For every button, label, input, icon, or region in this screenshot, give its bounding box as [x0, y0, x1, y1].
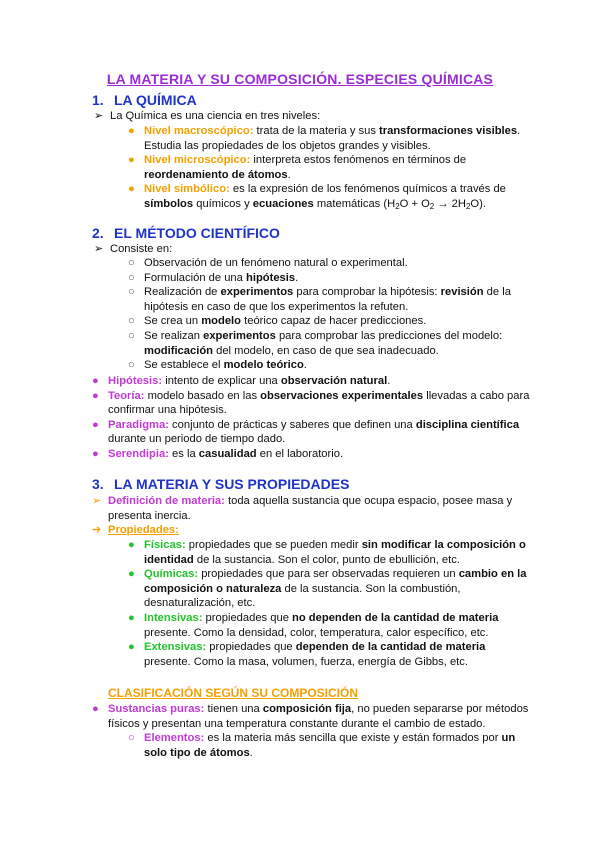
list-item: ➢ Definición de materia: toda aquella sustancia que ocupa espacio, posee masa y [92, 495, 513, 507]
section-1-heading [92, 93, 197, 108]
bullet-dot-icon: ● [92, 389, 99, 402]
bullet-dot-icon: ● [128, 568, 135, 581]
hollow-circle-bullet-icon: ○ [128, 315, 135, 328]
list-item: ○ Elementos: es la materia más sencilla que existe y están formados por un [128, 732, 516, 744]
section-number: 3. [92, 476, 104, 492]
list-item: ➔ Propiedades: [92, 524, 179, 537]
hollow-circle-bullet-icon: ○ [128, 271, 135, 284]
hollow-circle-bullet-icon: ○ [128, 257, 135, 269]
hollow-circle-bullet-icon: ○ [128, 359, 135, 372]
section-2-heading [92, 226, 280, 241]
document-title: LA MATERIA Y SU COMPOSICIÓN. ESPECIES QUÍMICAS [106, 71, 494, 87]
list-item: ● Nivel microscópico: interpreta estos fenómenos en términos de [128, 154, 467, 167]
bullet-dot-icon: ● [128, 611, 135, 624]
list-item: ● Teoría: modelo basado en las observaciones experimentales llevadas a cabo para [92, 389, 530, 402]
hollow-circle-bullet-icon: ○ [128, 732, 135, 744]
section-number: 2. [92, 225, 104, 241]
elements-list: ○ Elementos: es la materia más sencilla que existe y están formados por un solo tipo de átomos. [144, 731, 528, 760]
section-title: LA QUÍMICA [114, 92, 197, 108]
intro-text: La Química es una ciencia en tres niveles: [110, 110, 321, 122]
arrow-right-bullet-icon: ➔ [92, 524, 102, 537]
list-item: ○ Se realizan experimentos para comprobar las predicciones del modelo: [128, 329, 503, 342]
arrowhead-bullet-icon: ➢ [94, 243, 104, 255]
hollow-circle-bullet-icon: ○ [128, 286, 135, 299]
section-number: 1. [92, 92, 104, 108]
arrowhead-bullet-icon: ➢ [94, 110, 104, 122]
list-item: ● Paradigma: conjunto de prácticas y saberes que definen una disciplina científica [92, 418, 520, 431]
method-intro: ➢ Consiste en: [94, 243, 173, 255]
levels-list: ● Nivel macroscópico: trata de la materia y sus transformaciones visibles. Estudia las propiedades de los objetos grandes y visibles. ● Nivel microscópico: interpreta estos fenómenos en términos de reordenamiento de átomos. ● Nivel simbólico: es la expresión de los fenómenos químicos a través de símbolos químicos y ecuaciones matemáticas $(H_2O + O_2 \to 2H_2O)$. [144, 124, 534, 215]
method-steps-list: ○ Observación de un fenómeno natural o experimental. ○ Formulación de una hipótesis. ○ Realización de experimentos para comprobar la hipótesis: revisión de la hipótesis en caso de que los experimentos la refuten. ○ Se crea un modelo teórico capaz de hacer predicciones. ○ Se realizan experimentos para comprobar las predicciones del modelo: modificación del modelo, en caso de que sea inadecuado. ○ Se establece el modelo teórico. [144, 256, 524, 373]
list-item: ○ Se establece el modelo teórico. [128, 359, 307, 372]
hollow-circle-bullet-icon: ○ [128, 329, 135, 342]
section-3-heading [92, 477, 349, 492]
chemistry-intro [94, 109, 321, 124]
list-item: ● Hipótesis: intento de explicar una observación natural. [92, 375, 391, 387]
bullet-dot-icon: ● [128, 539, 135, 551]
bullet-dot-icon: ● [92, 703, 99, 715]
bullet-dot-icon: ● [128, 183, 135, 196]
bullet-dot-icon: ● [92, 418, 99, 431]
matter-definition: ➢ Definición de materia: toda aquella sustancia que ocupa espacio, posee masa y presenta inercia. ➔ Propiedades: [108, 494, 520, 538]
definitions-list: ● Hipótesis: intento de explicar una observación natural. ● Teoría: modelo basado en las observaciones experimentales llevadas a cabo para confirmar una hipótesis. ● Paradigma: conjunto de prácticas y saberes que definen una disciplina científica durante un periodo de tiempo dado. ● Serendipia: es la casualidad en el laboratorio. [92, 375, 530, 460]
bullet-dot-icon: ● [128, 125, 135, 137]
bullet-dot-icon: ● [92, 447, 99, 460]
pure-substances: ● Sustancias puras: tienen una composición fija, no pueden separarse por métodos físicos y presentan una temperatura constante durante el cambio de estado. [92, 703, 529, 730]
bullet-dot-icon: ● [128, 154, 135, 167]
list-item: ● Físicas: propiedades que se pueden medir sin modificar la composición o [128, 539, 526, 551]
list-item: ● Sustancias puras: tienen una composición fija, no pueden separarse por métodos [92, 703, 529, 715]
list-item: ● Intensivas: propiedades que no dependen de la cantidad de materia [128, 611, 499, 624]
list-item: ● Nivel macroscópico: trata de la materia y sus transformaciones visibles. [128, 125, 521, 137]
properties-list: ● Físicas: propiedades que se pueden medir sin modificar la composición o identidad de la sustancia. Son el color, punto de ebullición, etc. ● Químicas: propiedades que para ser observadas requieren un cambio en la composición o naturaleza de la sustancia. Son la combustión, desnaturalización, etc. ● Intensivas: propiedades que no dependen de la cantidad de materia presente. Como la densidad, color, temperatura, calor específico, etc. ● Extensivas: propiedades que dependen de la cantidad de materia presente. Como la masa, volumen, fuerza, energía de Gibbs, etc. [128, 539, 527, 668]
list-item: ○ Realización de experimentos para comprobar la hipótesis: revisión de la [128, 286, 511, 299]
list-item: ○ Formulación de una hipótesis. [128, 271, 299, 284]
list-item: ● Químicas: propiedades que para ser observadas requieren un cambio en la [128, 568, 527, 581]
list-item: ● Serendipia: es la casualidad en el laboratorio. [92, 447, 344, 460]
arrowhead-bullet-icon: ➢ [92, 495, 102, 507]
bullet-dot-icon: ● [92, 375, 99, 387]
list-item: ● Nivel simbólico: es la expresión de los fenómenos químicos a través de [128, 183, 506, 196]
list-item: ○ Observación de un fenómeno natural o experimental. [128, 257, 408, 269]
section-title: LA MATERIA Y SUS PROPIEDADES [114, 476, 350, 492]
list-item: ● Extensivas: propiedades que dependen de la cantidad de materia [128, 641, 486, 654]
list-item: ○ Se crea un modelo teórico capaz de hacer predicciones. [128, 315, 427, 328]
classification-heading: CLASIFICACIÓN SEGÚN SU COMPOSICIÓN [108, 686, 359, 700]
section-title: EL MÉTODO CIENTÍFICO [114, 225, 280, 241]
bullet-dot-icon: ● [128, 641, 135, 654]
